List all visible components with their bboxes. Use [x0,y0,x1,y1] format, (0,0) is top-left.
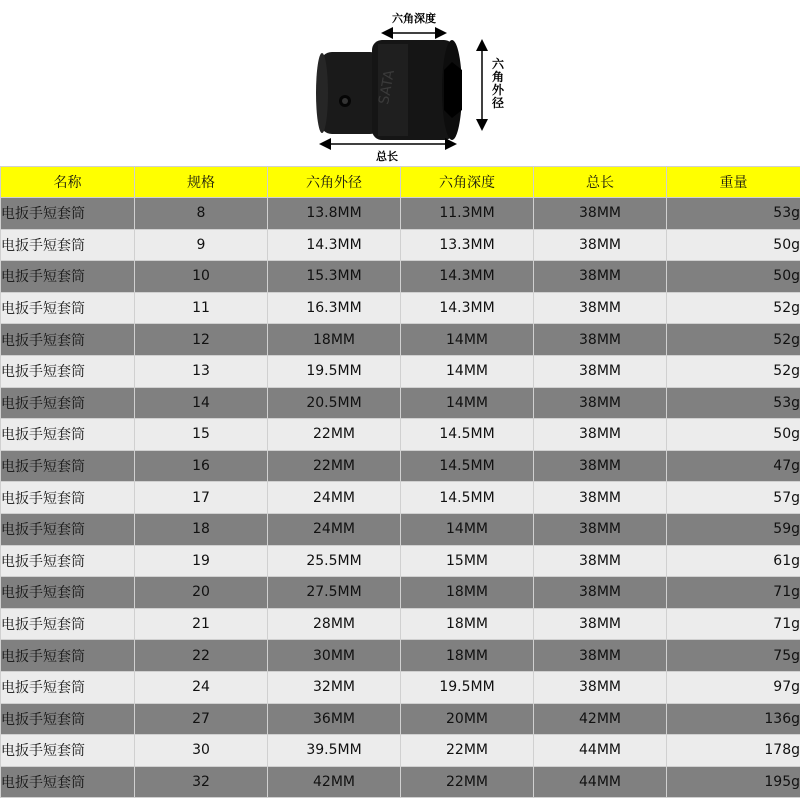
cell-weight: 52g [667,292,800,324]
cell-weight: 61g [667,545,800,577]
table-row [1,482,800,514]
cell-length: 44MM [534,735,667,767]
cell-name: 电扳手短套筒 [1,513,135,545]
cell-weight: 52g [667,324,800,356]
cell-name: 电扳手短套筒 [1,577,135,609]
cell-weight: 136g [667,703,800,735]
cell-weight: 53g [667,387,800,419]
cell-hex-depth: 18MM [401,608,534,640]
table-row [1,355,800,387]
cell-hex-diameter: 19.5MM [268,355,401,387]
cell-name: 电扳手短套筒 [1,735,135,767]
cell-hex-diameter: 24MM [268,513,401,545]
cell-length: 44MM [534,766,667,798]
cell-length: 38MM [534,355,667,387]
cell-length: 38MM [534,419,667,451]
cell-weight: 50g [667,419,800,451]
cell-name: 电扳手短套筒 [1,640,135,672]
cell-hex-diameter: 22MM [268,450,401,482]
cell-length: 38MM [534,545,667,577]
table-row [1,229,800,261]
cell-hex-depth: 14.5MM [401,419,534,451]
cell-name: 电扳手短套筒 [1,545,135,577]
cell-hex-diameter: 14.3MM [268,229,401,261]
header-hex-diameter: 六角外径 [268,167,401,198]
cell-name: 电扳手短套筒 [1,482,135,514]
cell-hex-diameter: 20.5MM [268,387,401,419]
cell-length: 38MM [534,229,667,261]
cell-weight: 47g [667,450,800,482]
cell-hex-diameter: 36MM [268,703,401,735]
cell-weight: 178g [667,735,800,767]
cell-hex-depth: 14MM [401,324,534,356]
cell-hex-depth: 14.5MM [401,450,534,482]
diameter-label: 六角外径 [492,57,505,110]
cell-hex-diameter: 25.5MM [268,545,401,577]
cell-hex-diameter: 27.5MM [268,577,401,609]
cell-weight: 53g [667,198,800,230]
cell-hex-depth: 18MM [401,640,534,672]
cell-size: 11 [135,292,268,324]
cell-weight: 59g [667,513,800,545]
cell-length: 38MM [534,198,667,230]
cell-name: 电扳手短套筒 [1,608,135,640]
table-row [1,513,800,545]
cell-name: 电扳手短套筒 [1,419,135,451]
cell-size: 30 [135,735,268,767]
cell-size: 8 [135,198,268,230]
depth-label: 六角深度 [392,12,436,25]
cell-hex-depth: 15MM [401,545,534,577]
table-header-row [1,167,800,198]
cell-hex-depth: 14MM [401,355,534,387]
cell-length: 38MM [534,671,667,703]
cell-hex-depth: 18MM [401,577,534,609]
cell-length: 42MM [534,703,667,735]
cell-hex-diameter: 18MM [268,324,401,356]
cell-size: 18 [135,513,268,545]
cell-size: 15 [135,419,268,451]
cell-weight: 195g [667,766,800,798]
cell-length: 38MM [534,450,667,482]
cell-length: 38MM [534,387,667,419]
cell-length: 38MM [534,261,667,293]
table-row [1,577,800,609]
cell-length: 38MM [534,608,667,640]
cell-weight: 52g [667,355,800,387]
cell-size: 9 [135,229,268,261]
cell-name: 电扳手短套筒 [1,766,135,798]
cell-name: 电扳手短套筒 [1,387,135,419]
cell-name: 电扳手短套筒 [1,671,135,703]
table-row [1,450,800,482]
table-row [1,640,800,672]
cell-size: 32 [135,766,268,798]
cell-size: 16 [135,450,268,482]
cell-hex-diameter: 15.3MM [268,261,401,293]
header-size: 规格 [135,167,268,198]
cell-name: 电扳手短套筒 [1,292,135,324]
cell-name: 电扳手短套筒 [1,703,135,735]
cell-name: 电扳手短套筒 [1,355,135,387]
cell-hex-diameter: 22MM [268,419,401,451]
cell-name: 电扳手短套筒 [1,261,135,293]
cell-weight: 50g [667,261,800,293]
cell-hex-depth: 14.3MM [401,292,534,324]
cell-size: 13 [135,355,268,387]
cell-hex-diameter: 28MM [268,608,401,640]
table-row [1,387,800,419]
header-weight: 重量 [667,167,800,198]
cell-hex-depth: 14MM [401,513,534,545]
cell-hex-depth: 20MM [401,703,534,735]
cell-size: 21 [135,608,268,640]
table-row [1,261,800,293]
cell-name: 电扳手短套筒 [1,324,135,356]
cell-weight: 75g [667,640,800,672]
table-row [1,292,800,324]
cell-size: 22 [135,640,268,672]
cell-hex-depth: 19.5MM [401,671,534,703]
cell-hex-depth: 14MM [401,387,534,419]
cell-weight: 50g [667,229,800,261]
table-body [1,198,800,798]
cell-size: 20 [135,577,268,609]
cell-hex-diameter: 39.5MM [268,735,401,767]
cell-hex-depth: 13.3MM [401,229,534,261]
cell-weight: 71g [667,577,800,609]
svg-text:SATA: SATA [376,68,398,106]
cell-weight: 71g [667,608,800,640]
table-row [1,198,800,230]
cell-size: 19 [135,545,268,577]
table-row [1,324,800,356]
header-length: 总长 [534,167,667,198]
cell-hex-depth: 22MM [401,735,534,767]
cell-length: 38MM [534,513,667,545]
cell-hex-diameter: 32MM [268,671,401,703]
table-row [1,419,800,451]
cell-size: 17 [135,482,268,514]
cell-size: 10 [135,261,268,293]
spec-table [0,166,800,798]
cell-weight: 97g [667,671,800,703]
cell-hex-depth: 14.3MM [401,261,534,293]
cell-length: 38MM [534,292,667,324]
table-row [1,703,800,735]
cell-name: 电扳手短套筒 [1,198,135,230]
socket-figure [0,0,800,166]
table-row [1,671,800,703]
cell-hex-diameter: 13.8MM [268,198,401,230]
cell-size: 24 [135,671,268,703]
table-row [1,608,800,640]
table-row [1,766,800,798]
cell-hex-depth: 11.3MM [401,198,534,230]
table-row [1,545,800,577]
length-label: 总长 [376,150,398,163]
cell-length: 38MM [534,482,667,514]
cell-length: 38MM [534,577,667,609]
cell-hex-depth: 14.5MM [401,482,534,514]
header-name: 名称 [1,167,135,198]
cell-name: 电扳手短套筒 [1,450,135,482]
table-row [1,735,800,767]
cell-hex-depth: 22MM [401,766,534,798]
cell-size: 14 [135,387,268,419]
cell-hex-diameter: 30MM [268,640,401,672]
cell-size: 27 [135,703,268,735]
cell-name: 电扳手短套筒 [1,229,135,261]
cell-hex-diameter: 16.3MM [268,292,401,324]
cell-length: 38MM [534,324,667,356]
header-hex-depth: 六角深度 [401,167,534,198]
socket-image [316,40,462,140]
cell-hex-diameter: 24MM [268,482,401,514]
cell-size: 12 [135,324,268,356]
cell-hex-diameter: 42MM [268,766,401,798]
cell-length: 38MM [534,640,667,672]
cell-weight: 57g [667,482,800,514]
